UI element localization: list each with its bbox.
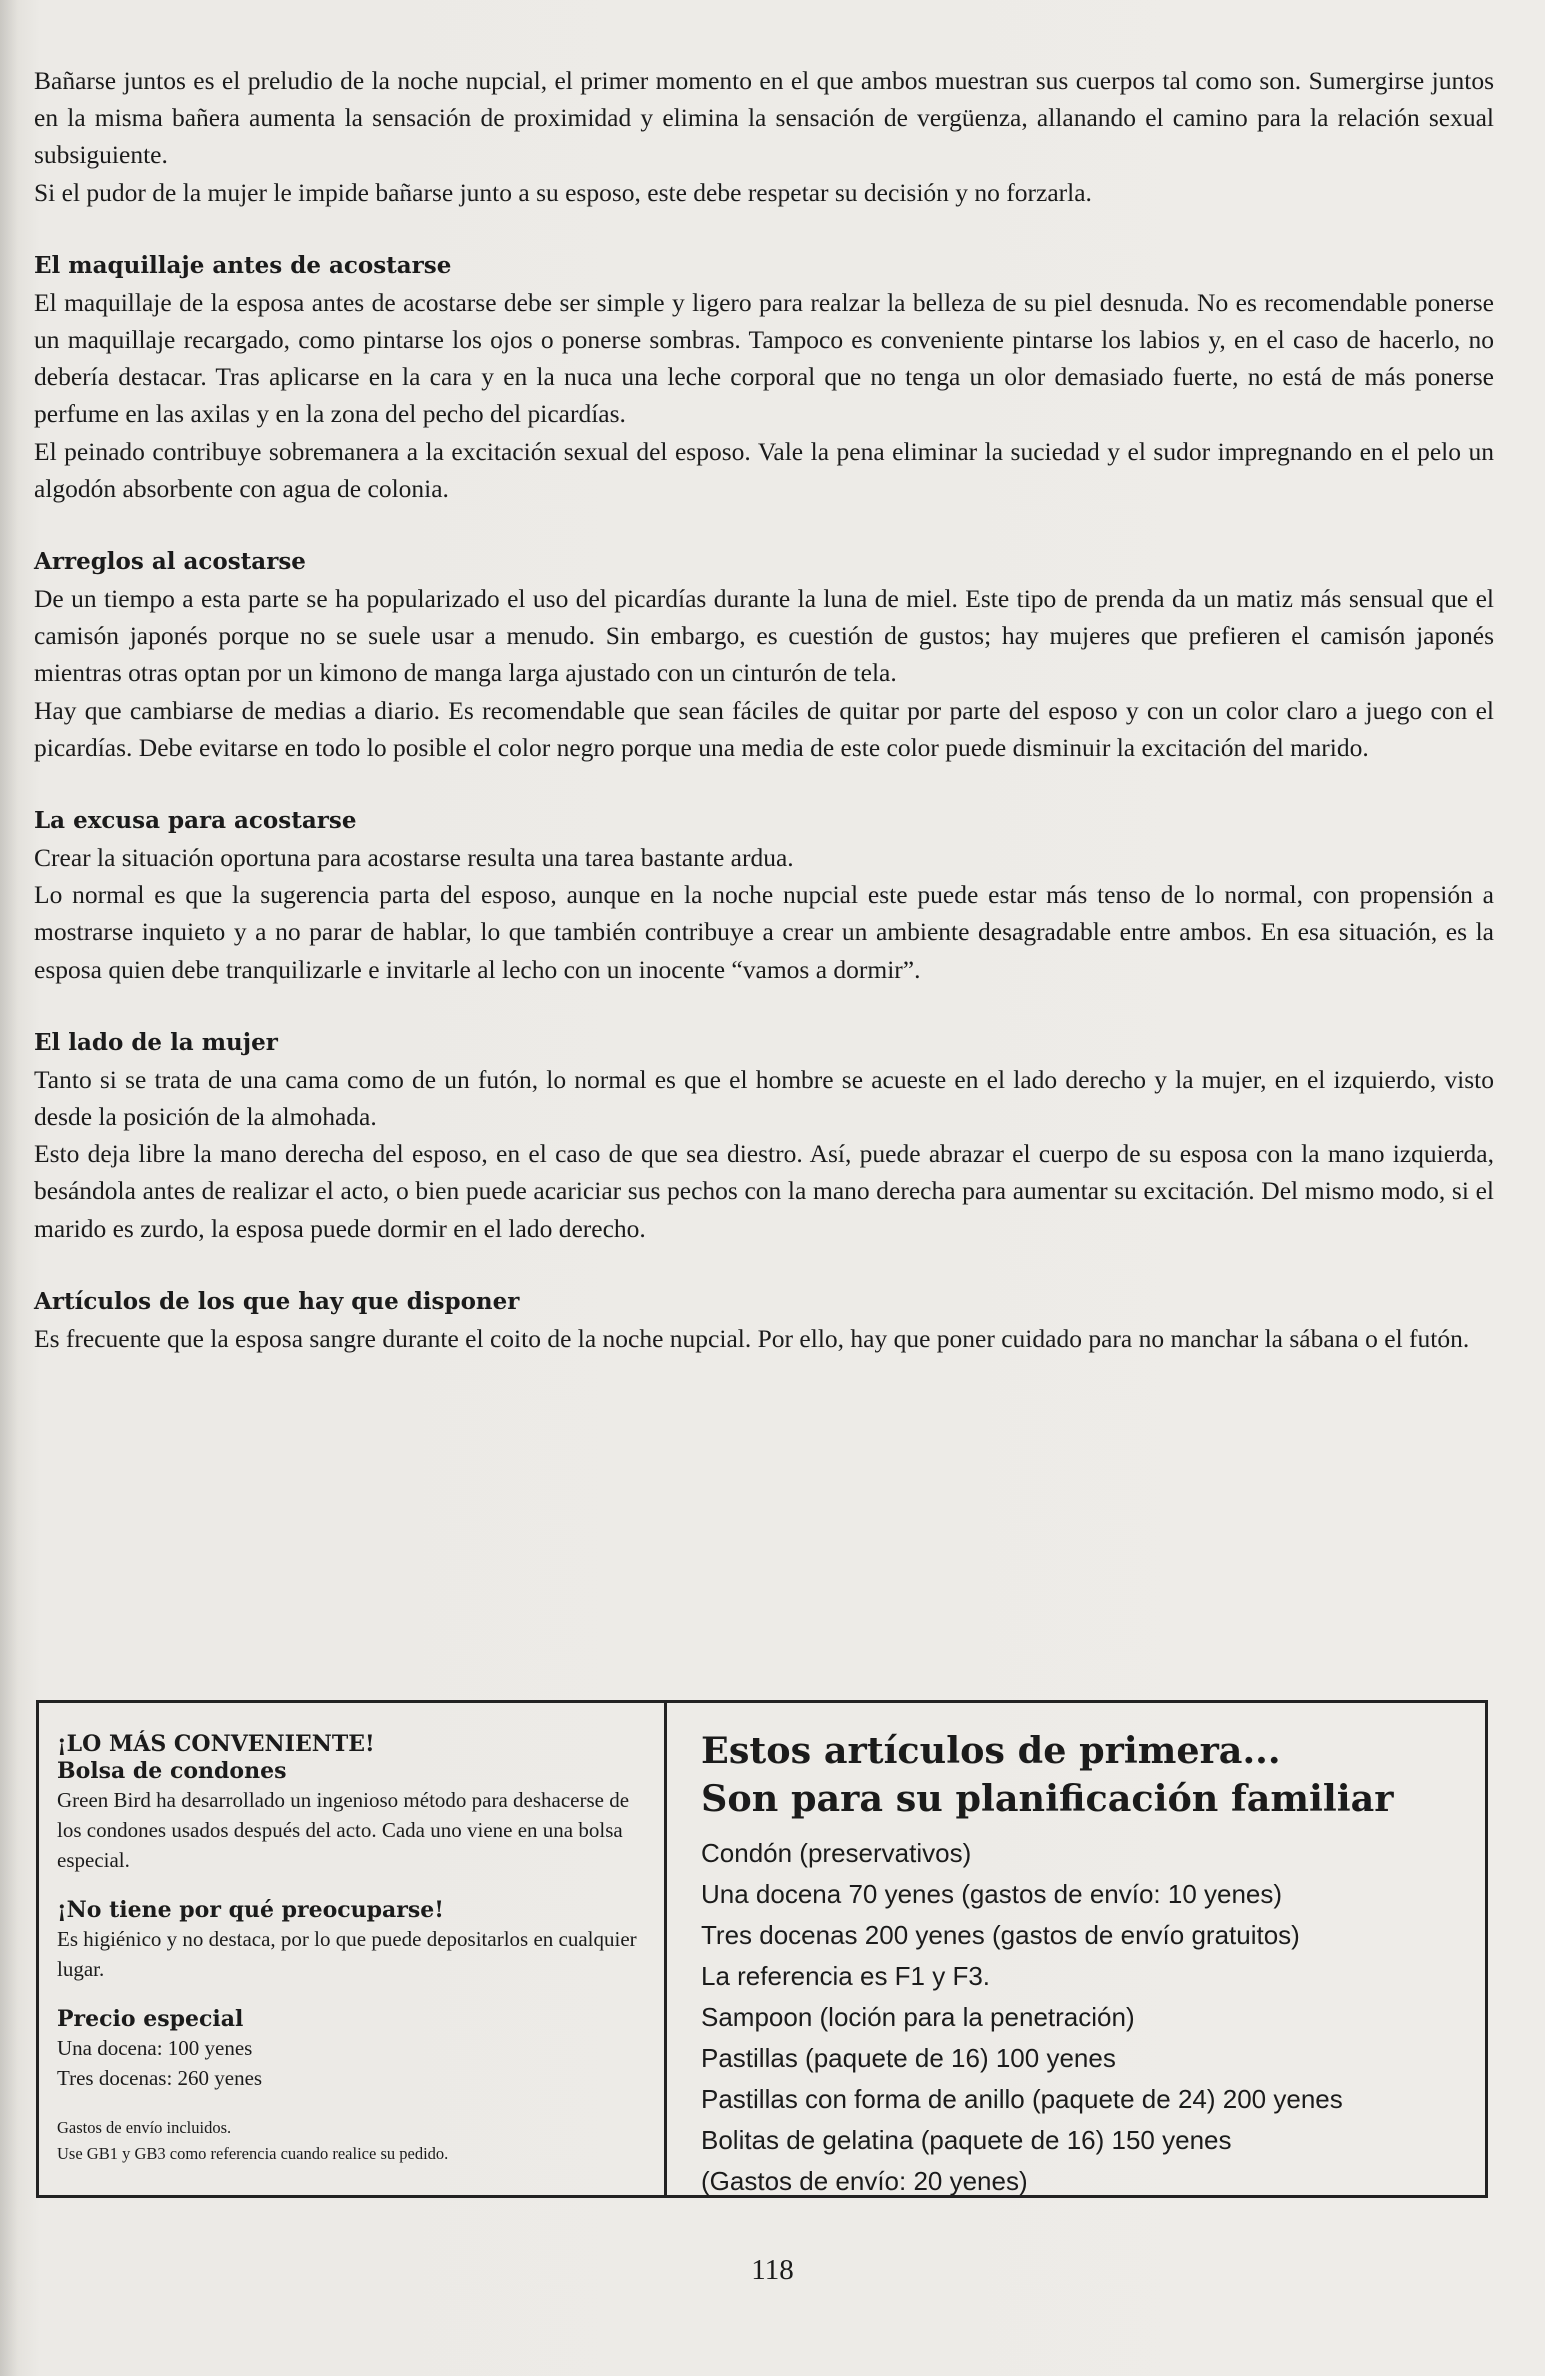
list-item: Pastillas con forma de anillo (paquete de 24) 200 yenes	[701, 2084, 1343, 2114]
list-item: Pastillas (paquete de 16) 100 yenes	[701, 2043, 1116, 2073]
section-articles	[34, 1283, 1494, 1357]
ad-condom-bag	[39, 1703, 667, 2195]
section-paragraph: Tanto si se trata de una cama como de un futón, lo normal es que el hombre se acueste en el lado derecho y la mujer, en el izquierdo, visto desde la posición de la almohada.	[34, 1064, 1494, 1132]
section-heading: El maquillaje antes de acostarse	[34, 251, 452, 279]
section-heading: Artículos de los que hay que disponer	[34, 1287, 520, 1315]
ad-text: Es higiénico y no destaca, por lo que puede depositarlos en cualquier lugar.	[57, 1927, 637, 1981]
ad-title: Estos artículos de primera...	[701, 1729, 1281, 1772]
intro-paragraph: Bañarse juntos es el preludio de la noche nupcial, el primer momento en el que ambos muestran sus cuerpos tal como son. Sumergirse juntos en la misma bañera aumenta la sensación de proximidad y elimina la sensación de vergüenza, allanando el camino para la relación sexual subsiguiente.	[34, 66, 1494, 170]
section-paragraph: Crear la situación oportuna para acostarse resulta una tarea bastante ardua.	[34, 843, 794, 873]
ad-note: Gastos de envío incluidos.	[57, 2118, 232, 2137]
ad-price: Una docena: 100 yenes	[57, 2036, 253, 2060]
section-makeup	[34, 247, 1494, 507]
ad-heading: Bolsa de condones	[57, 1758, 287, 1784]
ad-heading: ¡No tiene por qué preocuparse!	[57, 1897, 444, 1923]
list-item: Condón (preservativos)	[701, 1838, 972, 1868]
section-heading: Arreglos al acostarse	[34, 548, 306, 576]
section-woman-side	[34, 1024, 1494, 1247]
ad-price: Tres docenas: 260 yenes	[57, 2066, 263, 2090]
section-paragraph: De un tiempo a esta parte se ha popularizado el uso del picardías durante la luna de miel. Este tipo de prenda da un matiz más sensual que el camisón japonés porque no se suele usar a menudo. Sin embargo, es cuestión de gustos; hay mujeres que prefieren el camisón japonés mientras otras optan por un kimono de manga larga ajustado con un cinturón de tela.	[34, 584, 1494, 688]
ad-heading: ¡LO MÁS CONVENIENTE!	[57, 1731, 375, 1757]
page-number: 118	[751, 2254, 794, 2286]
body-text	[34, 62, 1494, 1357]
list-item: La referencia es F1 y F3.	[701, 1961, 991, 1991]
ad-product-list	[701, 1833, 1471, 2202]
list-item: (Gastos de envío: 20 yenes)	[701, 2166, 1028, 2196]
section-excuse	[34, 802, 1494, 988]
section-paragraph: Hay que cambiarse de medias a diario. Es recomendable que sean fáciles de quitar por parte del esposo y con un color claro a juego con el picardías. Debe evitarse en todo lo posible el color negro porque una media de este color puede disminuir la excitación del marido.	[34, 695, 1494, 762]
ad-text: Green Bird ha desarrollado un ingenioso método para deshacerse de los condones usados después del acto. Cada uno viene en una bolsa especial.	[57, 1788, 630, 1872]
section-paragraph: Lo normal es que la sugerencia parta del esposo, aunque en la noche nupcial este puede estar más tenso de lo normal, con propensión a mostrarse inquieto y a no parar de hablar, lo que también contribuye a crear un ambiente desagradable entre ambos. En esa situación, es la esposa quien debe tranquilizarle e invitarle al lecho con un inocente “vamos a dormir”.	[34, 880, 1494, 984]
section-paragraph: El maquillaje de la esposa antes de acostarse debe ser simple y ligero para realzar la belleza de su piel desnuda. No es recomendable ponerse un maquillaje recargado, como pintarse los ojos o ponerse sombras. Tampoco es conveniente pintarse los labios y, en el caso de hacerlo, no debería destacar. Tras aplicarse en la cara y en la nuca una leche corporal que no tenga un olor demasiado fuerte, no está de más ponerse perfume en las axilas y en la zona del pecho del picardías.	[34, 287, 1494, 429]
section-paragraph: Es frecuente que la esposa sangre durante el coito de la noche nupcial. Por ello, hay que poner cuidado para no manchar la sábana o el futón.	[34, 1323, 1470, 1353]
intro-paragraph: Si el pudor de la mujer le impide bañarse junto a su esposo, este debe respetar su decisión y no forzarla.	[34, 177, 1092, 207]
list-item: Una docena 70 yenes (gastos de envío: 10 yenes)	[701, 1879, 1283, 1909]
ad-note: Use GB1 y GB3 como referencia cuando realice su pedido.	[57, 2144, 449, 2163]
section-paragraph: El peinado contribuye sobremanera a la excitación sexual del esposo. Vale la pena eliminar la suciedad y el sudor impregnando en el pelo un algodón absorbente con agua de colonia.	[34, 436, 1494, 503]
advertisement-box	[36, 1700, 1488, 2198]
list-item: Bolitas de gelatina (paquete de 16) 150 yenes	[701, 2125, 1232, 2155]
list-item: Tres docenas 200 yenes (gastos de envío gratuitos)	[701, 1920, 1300, 1950]
ad-title: Son para su planificación familiar	[701, 1777, 1394, 1820]
ad-family-planning	[667, 1703, 1485, 2195]
ad-heading: Precio especial	[57, 2006, 244, 2032]
section-arrangements	[34, 543, 1494, 766]
section-heading: El lado de la mujer	[34, 1028, 278, 1056]
section-paragraph: Esto deja libre la mano derecha del esposo, en el caso de que sea diestro. Así, puede abrazar el cuerpo de su esposa con la mano izquierda, besándola antes de realizar el acto, o bien puede acariciar sus pechos con la mano derecha para aumentar su excitación. Del mismo modo, si el marido es zurdo, la esposa puede dormir en el lado derecho.	[34, 1139, 1494, 1243]
section-heading: La excusa para acostarse	[34, 807, 357, 835]
list-item: Sampoon (loción para la penetración)	[701, 2002, 1135, 2032]
